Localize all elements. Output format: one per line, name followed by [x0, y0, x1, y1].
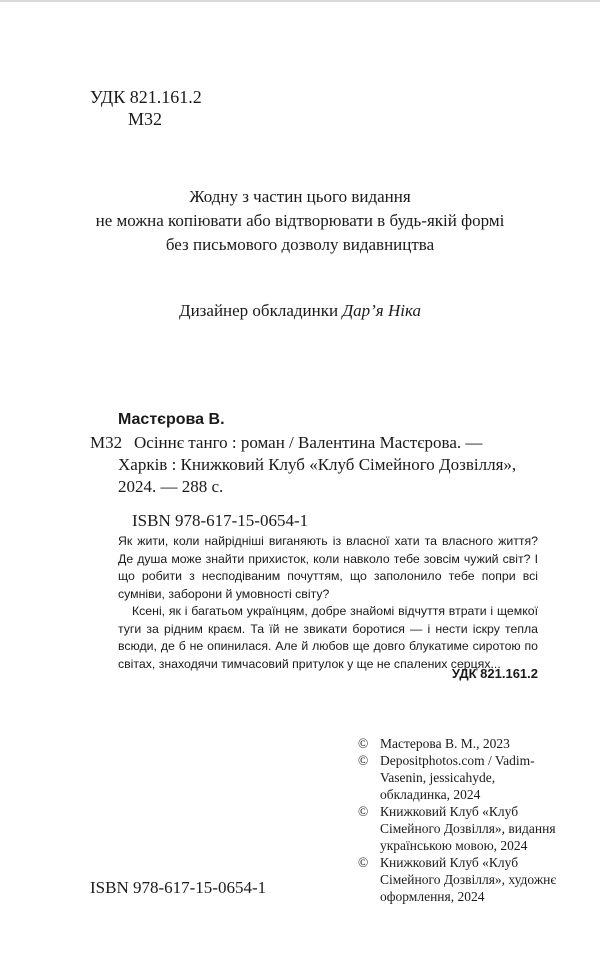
copyright-icon: ©: [358, 855, 369, 870]
copyright-item: [358, 752, 558, 803]
annotation-paragraph: Як жити, коли найрідніші виганяють із власної хати та власного життя? Де душа може знайти прихисток, коли навколо тебе зовсім чужий світ? І що робити з несподіваним почуттям, що заполонило тебе попри всі сумніви, заборони й умовності світу?: [118, 534, 538, 601]
copyright-text: Мастерова В. М., 2023: [380, 736, 510, 751]
copyright-list: [358, 735, 558, 905]
annotation-paragraph: Ксені, як і багатьом українцям, добре знайомі відчуття втрати і щемкої туги за рідним краєм. Та їй не звикати боротися — і нести іскру тепла всюди, де б не опинилася. Але й любов ще довго блукатиме сиротою по світах, знаходячи тимчасовий притулок у ще не спалених серцях...: [118, 604, 538, 671]
designer-name: Дар’я Ніка: [342, 301, 421, 320]
copyright-item: [358, 854, 558, 905]
catalog-line: Харків : Книжковий Клуб «Клуб Сімейного Дозвілля»,: [118, 455, 517, 474]
catalog-author: Мастєрова В.: [118, 411, 225, 428]
isbn-bottom: ISBN 978-617-15-0654-1: [90, 878, 267, 897]
notice-line: без письмового дозволу видавництва: [165, 235, 435, 254]
udk-block: [90, 86, 202, 130]
page-top-edge: [0, 0, 600, 2]
copyright-notice: [0, 185, 600, 257]
catalog-isbn: ISBN 978-617-15-0654-1: [132, 511, 309, 530]
catalog-entry: [90, 432, 550, 498]
annotation: [118, 533, 538, 673]
notice-line: не можна копіювати або відтворювати в будь-якій формі: [95, 211, 505, 230]
catalog-line: Осіннє танго : роман / Валентина Мастєрова. —: [134, 433, 483, 452]
cover-designer: [0, 300, 600, 322]
udk-code: УДК 821.161.2: [90, 87, 202, 107]
designer-label: Дизайнер обкладинки: [178, 301, 339, 320]
copyright-text: Depositphotos.com / Vadim-Vasenin, jessicahyde, обкладинка, 2024: [380, 753, 535, 802]
copyright-icon: ©: [358, 736, 369, 751]
copyright-icon: ©: [358, 753, 369, 768]
copyright-text: Книжковий Клуб «Клуб Сімейного Дозвілля», видання українською мовою, 2024: [380, 804, 556, 853]
copyright-icon: ©: [358, 804, 369, 819]
author-mark: М32: [128, 109, 163, 129]
catalog-line: 2024. — 288 с.: [118, 477, 224, 496]
copyright-item: [358, 803, 558, 854]
notice-line: Жодну з частин цього видання: [189, 187, 411, 206]
catalog-code: М32: [90, 433, 123, 452]
copyright-text: Книжковий Клуб «Клуб Сімейного Дозвілля», художнє оформлення, 2024: [380, 855, 557, 904]
udk-bottom: УДК 821.161.2: [451, 666, 538, 681]
copyright-item: [358, 735, 558, 752]
